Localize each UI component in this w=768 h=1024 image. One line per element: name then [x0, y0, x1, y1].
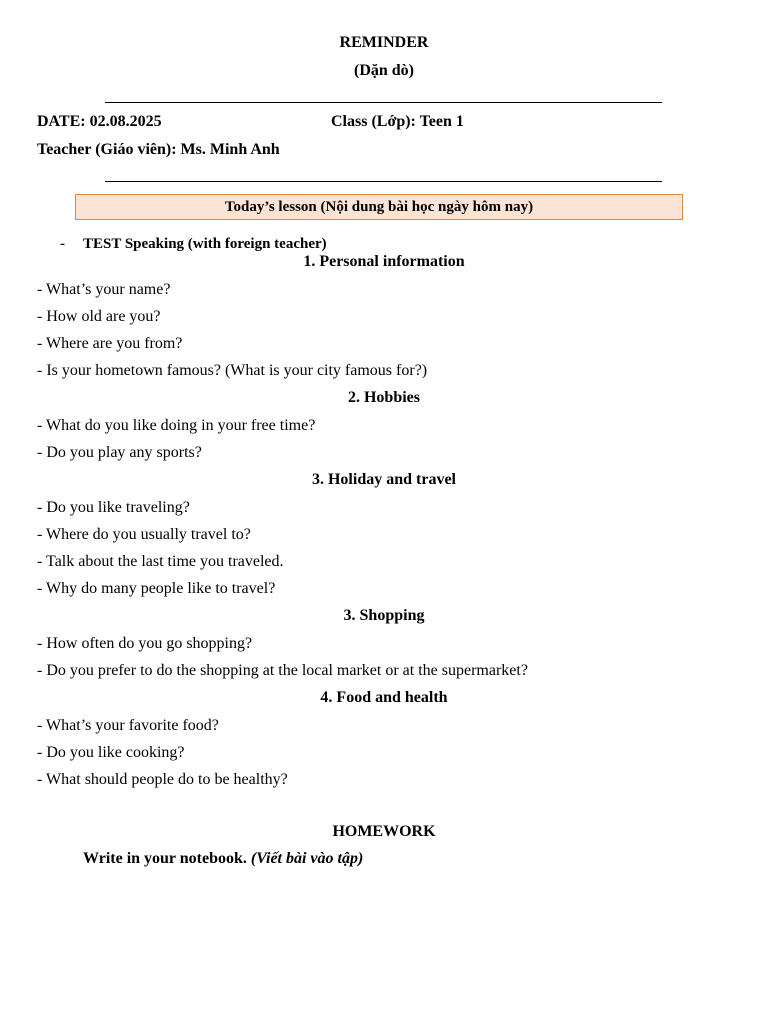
question-item: - Talk about the last time you traveled.	[37, 553, 284, 570]
class-label: Class (Lớp): Teen 1	[331, 113, 464, 130]
section-heading: 3. Shopping	[343, 607, 425, 624]
question-item: - Do you play any sports?	[37, 444, 202, 461]
homework-text-vi: (Viết bài vào tập)	[250, 850, 364, 867]
question-item: - Where are you from?	[37, 335, 183, 352]
date-label: DATE: 02.08.2025	[37, 113, 162, 130]
page-title: REMINDER	[339, 34, 429, 51]
homework-instruction	[83, 850, 363, 868]
section-heading: 3. Holiday and travel	[311, 471, 456, 488]
homework-text: Write in your notebook.	[83, 850, 247, 867]
lesson-box: Today’s lesson (Nội dung bài học ngày hôm nay)	[75, 194, 683, 220]
question-item: - How old are you?	[37, 308, 161, 325]
bullet-dash: -	[60, 236, 65, 252]
question-item: - Is your hometown famous? (What is your city famous for?)	[37, 362, 428, 379]
page-subtitle: (Dặn dò)	[353, 62, 414, 79]
section-heading: 1. Personal information	[303, 253, 465, 270]
question-item: - Do you prefer to do the shopping at the local market or at the supermarket?	[37, 662, 528, 679]
question-item: - What should people do to be healthy?	[37, 771, 288, 788]
bullet-text: TEST Speaking (with foreign teacher)	[83, 236, 327, 252]
question-item: - Why do many people like to travel?	[37, 580, 276, 597]
bottom-divider	[105, 181, 662, 182]
question-item: - What’s your name?	[37, 281, 171, 298]
top-divider	[105, 102, 662, 103]
section-heading: 2. Hobbies	[347, 389, 420, 406]
homework-title: HOMEWORK	[332, 823, 436, 840]
question-item: - What do you like doing in your free time?	[37, 417, 316, 434]
teacher-label: Teacher (Giáo viên): Ms. Minh Anh	[37, 141, 280, 158]
question-item: - Do you like traveling?	[37, 499, 190, 516]
question-item: - Where do you usually travel to?	[37, 526, 251, 543]
question-item: - How often do you go shopping?	[37, 635, 253, 652]
question-item: - Do you like cooking?	[37, 744, 185, 761]
question-item: - What’s your favorite food?	[37, 717, 219, 734]
section-heading: 4. Food and health	[320, 689, 448, 706]
lesson-bullet	[60, 236, 327, 253]
